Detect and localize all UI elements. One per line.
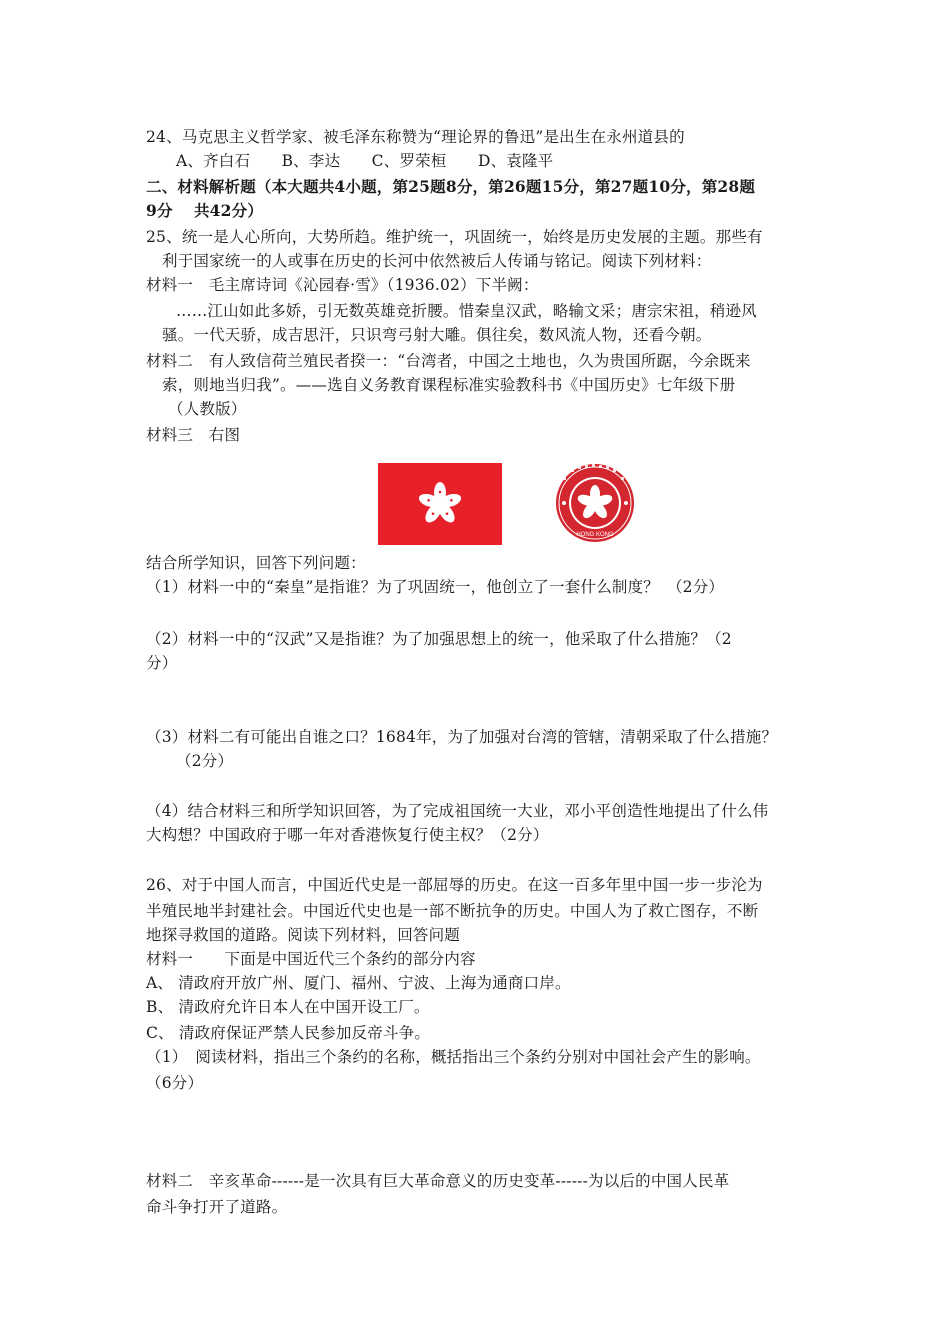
hong-kong-emblem [554,462,636,544]
q25-sub3-line1: （3）材料二有可能出自谁之口？1684年，为了加强对台湾的管辖，清朝采取了什么措施？ [146,728,778,746]
q26-material2-line2: 命斗争打开了道路。 [146,1198,288,1216]
q26-item-a: A、 清政府开放广州、厦门、福州、宁波、上海为通商口岸。 [146,974,571,992]
q26-intro-line3: 地探寻救国的道路。阅读下列材料，回答问题 [146,926,461,944]
q24-stem: 24、马克思主义哲学家、被毛泽东称赞为“理论界的鲁迅”是出生在永州道县的 [146,128,685,146]
hong-kong-flag [378,463,502,545]
q26-item-c: C、 清政府保证严禁人民参加反帝斗争。 [146,1024,431,1042]
q25-poem-line2: 骚。一代天骄，成吉思汗，只识弯弓射大雕。俱往矣，数风流人物，还看今朝。 [162,326,712,344]
q25-material2-line3: （人教版） [168,400,247,418]
emblem-caption: HONG KONG [576,532,614,538]
q25-sub2-line2: 分） [146,654,178,672]
q25-material1-label: 材料一 毛主席诗词《沁园春·雪》（1936.02）下半阙： [146,276,539,294]
q25-intro-line1: 25、统一是人心所向，大势所趋。维护统一，巩固统一，始终是历史发展的主题。那些有 [146,228,763,246]
q25-answer-prompt: 结合所学知识，回答下列问题： [146,554,366,572]
q25-material2-line1: 材料二 有人致信荷兰殖民者揆一：“台湾者，中国之土地也，久为贵国所踞，今余既来 [146,352,751,370]
q25-sub2-line1: （2）材料一中的“汉武”又是指谁？为了加强思想上的统一，他采取了什么措施？（2 [146,630,732,648]
emblem-icon [554,462,636,544]
q26-material1-label: 材料一 下面是中国近代三个条约的部分内容 [146,950,476,968]
q25-intro-line2: 利于国家统一的人或事在历史的长河中依然被后人传诵与铭记。阅读下列材料： [162,252,712,270]
q26-intro-line1: 26、对于中国人而言，中国近代史是一部屈辱的历史。在这一百多年里中国一步一步沦为 [146,876,763,894]
q26-sub1-line1: （1） 阅读材料，指出三个条约的名称，概括指出三个条约分别对中国社会产生的影响。 [146,1048,761,1066]
q25-material2-line2: 索，则地当归我”。——选自义务教育课程标准实验教科书《中国历史》七年级下册 [162,376,736,394]
q26-intro-line2: 半殖民地半封建社会。中国近代史也是一部不断抗争的历史。中国人为了救亡图存，不断 [146,902,759,920]
bauhinia-icon [378,463,502,545]
section-2-title-line2: 9分 共42分） [146,201,264,220]
q25-sub1: （1）材料一中的“秦皇”是指谁？为了巩固统一，他创立了一套什么制度？ （2分） [146,578,725,596]
section-2-title-line1: 二、材料解析题（本大题共4小题，第25题8分，第26题15分，第27题10分，第28题 [146,177,756,196]
q26-material2-line1: 材料二 辛亥革命------是一次具有巨大革命意义的历史变革------为以后的中国人民革 [146,1172,730,1190]
q25-poem-line1: ……江山如此多娇，引无数英雄竞折腰。惜秦皇汉武，略输文采；唐宗宋祖，稍逊风 [176,302,757,320]
q25-sub4-line2: 大构想？中国政府于哪一年对香港恢复行使主权？（2分） [146,826,549,844]
q25-sub4-line1: （4）结合材料三和所学知识回答，为了完成祖国统一大业，邓小平创造性地提出了什么伟 [146,802,769,820]
q25-material3-label: 材料三 右图 [146,426,241,444]
q24-options: A、齐白石 B、李达 C、罗荣桓 D、袁隆平 [176,152,554,170]
q26-item-b: B、 清政府允许日本人在中国开设工厂。 [146,998,430,1016]
q26-sub1-line2: （6分） [146,1074,204,1092]
q25-sub3-line2: （2分） [176,752,234,770]
